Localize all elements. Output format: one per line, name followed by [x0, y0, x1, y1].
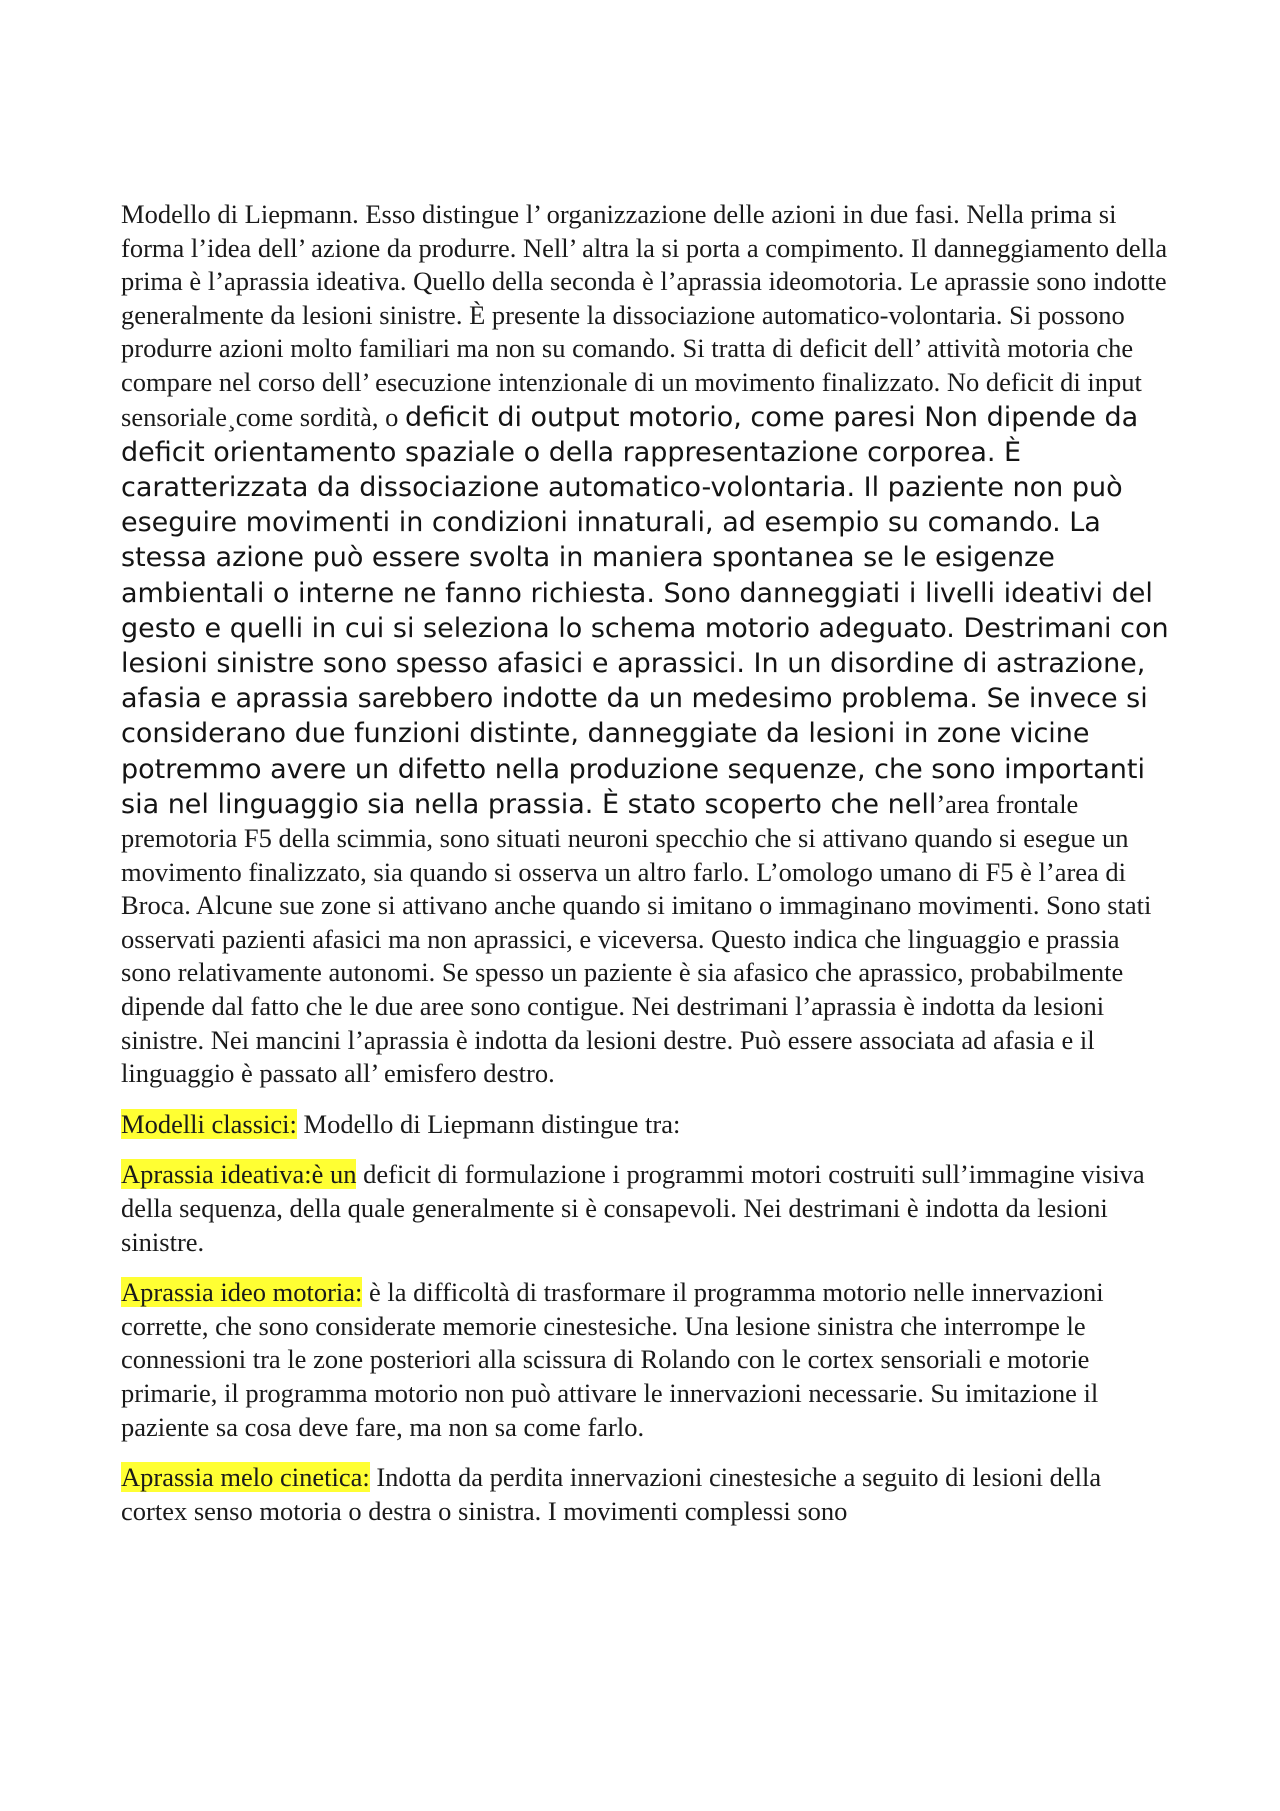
paragraph-text: Indotta da perdita innervazioni cinestesiche a seguito di lesioni della cortex senso motoria o destra o sinistra. I movimenti complessi sono — [121, 1462, 1102, 1526]
paragraph-text: Modello di Liepmann distingue tra: — [296, 1108, 681, 1139]
text-serif-segment: Modello di Liepmann. Esso distingue l’ organizzazione delle azioni in due fasi. Nella prima si forma l’idea dell’ azione da produrre. Nell’ altra la si porta a compimento. Il danneggiamento della prima è l’aprassia ideativa. Quello della seconda è l’aprassia ideomotoria. Le aprassie sono indotte generalmente da lesioni sinistre. È presente la dissociazione automatico-volontaria. Si possono produrre azioni molto familiari ma non su comando. Si tratta di deficit dell’ attività motoria che compare nel corso dell’ esecuzione intenzionale di un movimento finalizzato. No deficit di input sensoriale¸come sordità, o — [121, 199, 1168, 432]
paragraph-text: deficit di formulazione i programmi motori costruiti sull’immagine visiva della sequenza, della quale generalmente si è consapevoli. Nei destrimani è indotta da lesioni sinistre. — [121, 1159, 1145, 1257]
paragraph-liepmann-model — [121, 198, 1171, 1091]
paragraph-aprassia-ideomotoria — [121, 1276, 1171, 1444]
text-sans-segment: deficit di output motorio, come paresi Non dipende da deficit orientamento spaziale o della rappresentazione corporea. È caratterizzata da dissociazione automatico-volontaria. Il paziente non può eseguire movimenti in condizioni innaturali, ad esempio su comando. La stessa azione può essere svolta in maniera spontanea se le esigenze ambientali o interne ne fanno richiesta. Sono danneggiati i livelli ideativi del gesto e quelli in cui si seleziona lo schema motorio adeguato. Destrimani con lesioni sinistre sono spesso afasici e aprassici. In un disordine di astrazione, afasia e aprassia sarebbero indotte da un medesimo problema. Se invece si considerano due funzioni distinte, danneggiate da lesioni in zone vicine potremmo avere un difetto nella produzione sequenze, che sono importanti sia nel linguaggio sia nella prassia. È stato scoperto che nell — [121, 401, 1169, 820]
paragraph-aprassia-ideativa — [121, 1158, 1171, 1259]
text-serif-segment: ’area frontale premotoria F5 della scimmia, sono situati neuroni specchio che si attivano quando si esegue un movimento finalizzato, sia quando si osserva un altro farlo. L’omologo umano di F5 è l’area di Broca. Alcune sue zone si attivano anche quando si imitano o immaginano movimenti. Sono stati osservati pazienti afasici ma non aprassici, e viceversa. Questo indica che linguaggio e prassia sono relativamente autonomi. Se spesso un paziente è sia afasico che aprassico, probabilmente dipende dal fatto che le due aree sono contigue. Nei destrimani l’aprassia è indotta da lesioni sinistre. Nei mancini l’aprassia è indotta da lesioni destre. Può essere associata ad afasia e il linguaggio è passato all’ emisfero destro. — [121, 788, 1152, 1089]
highlighted-heading: Aprassia ideo motoria: — [121, 1277, 363, 1308]
paragraph-modelli-classici — [121, 1108, 1171, 1142]
paragraph-aprassia-melocinetica — [121, 1461, 1171, 1528]
document-body — [121, 198, 1171, 1528]
highlighted-heading: Aprassia ideativa:è un — [121, 1159, 357, 1190]
paragraph-text: è la difficoltà di trasformare il programma motorio nelle innervazioni corrette, che sono considerate memorie cinestesiche. Una lesione sinistra che interrompe le connessioni tra le zone posteriori alla scissura di Rolando con le cortex sensoriali e motorie primarie, il programma motorio non può attivare le innervazioni necessarie. Su imitazione il paziente sa cosa deve fare, ma non sa come farlo. — [121, 1277, 1104, 1442]
highlighted-heading: Aprassia melo cinetica: — [121, 1462, 370, 1493]
highlighted-heading: Modelli classici: — [121, 1108, 297, 1139]
